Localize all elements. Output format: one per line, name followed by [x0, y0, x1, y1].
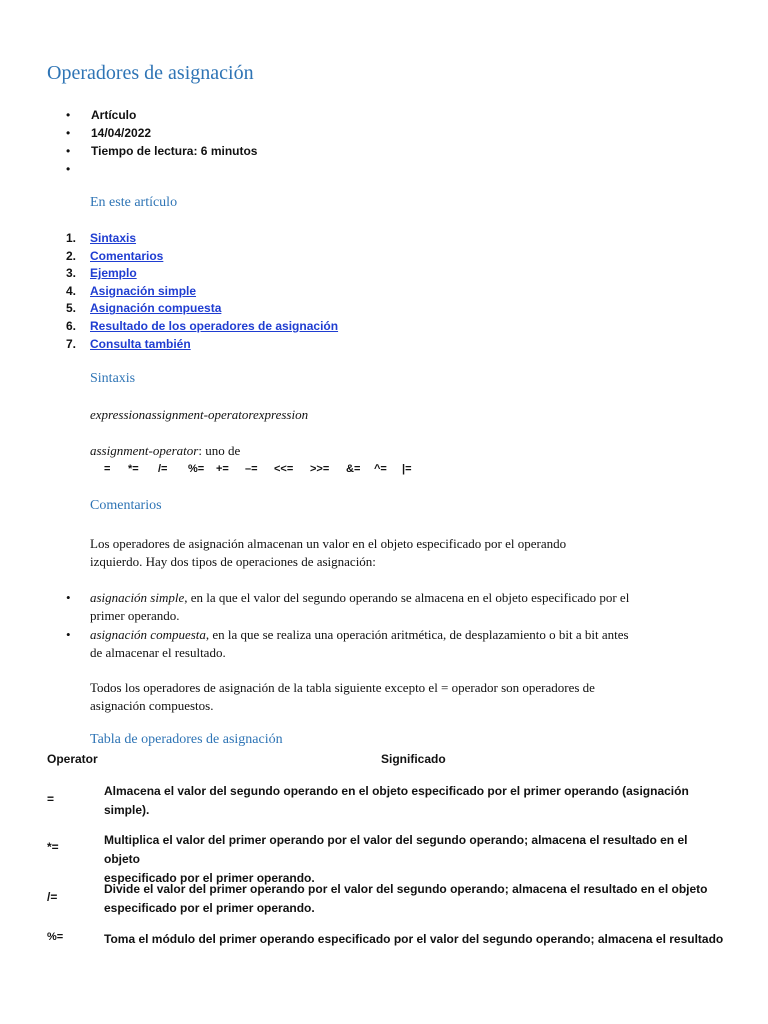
toc-number: 3.: [66, 266, 77, 281]
operator-token: +=: [216, 463, 229, 475]
comments-closing-paragraph: [90, 679, 595, 715]
table-caption: Tabla de operadores de asignación: [90, 732, 283, 747]
comments-intro-paragraph: [90, 535, 566, 571]
bullet-icon: •: [66, 590, 71, 605]
section-heading-comentarios: Comentarios: [90, 498, 162, 513]
table-cell-line: Almacena el valor del segundo operando en el objeto especificado por el primer operando (asignación: [104, 784, 689, 798]
toc-item-resultado: [66, 318, 338, 336]
operators-row: [104, 463, 422, 475]
operator-token: &=: [346, 463, 361, 475]
table-cell-line: especificado por el primer operando.: [104, 871, 315, 885]
toc-link-asignacion-compuesta[interactable]: Asignación compuesta: [90, 301, 222, 316]
table-cell-operator: =: [47, 792, 55, 806]
comments-intro-line: izquierdo. Hay dos tipos de operaciones de asignación:: [90, 554, 376, 569]
toc-number: 6.: [66, 318, 77, 333]
comments-closing-line: asignación compuestos.: [90, 698, 214, 713]
toc-item-ejemplo: [66, 265, 338, 283]
bullet-icon: •: [66, 126, 71, 140]
table-cell-meaning: [104, 930, 724, 949]
assignment-types-list: [66, 589, 726, 663]
table-cell-line: especificado por el primer operando.: [104, 901, 315, 915]
list-item-text: , en la que se realiza una operación aritmética, de desplazamiento o bit a bit antes: [205, 627, 629, 642]
article-meta-list: [66, 106, 257, 178]
table-cell-line: Toma el módulo del primer operando especificado por el valor del segundo operando; almacena el resultado: [104, 932, 724, 946]
term-simple: asignación simple: [90, 590, 185, 605]
list-item-compuesta: [66, 626, 726, 662]
operator-token: =: [104, 463, 111, 475]
meta-type-text: Artículo: [91, 108, 137, 122]
toc-number: 7.: [66, 336, 77, 351]
table-cell-operator: *=: [47, 840, 59, 854]
operator-token: /=: [158, 463, 168, 475]
operator-token: –=: [245, 463, 258, 475]
table-cell-operator: /=: [47, 890, 58, 904]
meta-date-text: 14/04/2022: [91, 126, 152, 140]
meta-item-type: [66, 106, 257, 124]
toc-item-asignacion-compuesta: [66, 300, 338, 318]
list-item-text: primer operando.: [90, 608, 180, 623]
toc-item-consulta: [66, 336, 338, 354]
bullet-icon: •: [66, 108, 71, 122]
table-cell-line: simple).: [104, 803, 150, 817]
table-cell-line: Multiplica el valor del primer operando por el valor del segundo operando; almacena el resultado en el objeto: [104, 833, 688, 866]
toc-number: 5.: [66, 301, 77, 316]
section-heading-sintaxis: Sintaxis: [90, 371, 136, 386]
assignment-operator-suffix: : uno de: [198, 443, 241, 458]
toc-heading: En este artículo: [90, 195, 178, 210]
operator-token: *=: [128, 463, 139, 475]
comments-closing-line: Todos los operadores de asignación de la tabla siguiente excepto el = operador son operadores de: [90, 680, 595, 695]
operator-token: >>=: [310, 463, 330, 475]
table-cell-meaning: [104, 880, 724, 918]
table-header-operator: Operator: [47, 752, 98, 766]
table-cell-line: Divide el valor del primer operando por el valor del segundo operando; almacena el resultado en el objeto: [104, 882, 708, 896]
toc-link-asignacion-simple[interactable]: Asignación simple: [90, 283, 197, 298]
toc-item-sintaxis: [66, 230, 338, 248]
meta-item-reading-time: [66, 142, 257, 160]
meta-item-empty: [66, 160, 257, 178]
meta-reading-time-text: Tiempo de lectura: 6 minutos: [91, 144, 258, 158]
toc-number: 1.: [66, 231, 77, 245]
operator-token: ^=: [374, 463, 387, 475]
toc-link-ejemplo[interactable]: Ejemplo: [90, 266, 137, 281]
table-cell-operator: %=: [47, 931, 64, 943]
operator-token: |=: [402, 463, 412, 475]
operator-token: %=: [188, 463, 205, 475]
toc-item-asignacion-simple: [66, 283, 338, 301]
toc-link-comentarios[interactable]: Comentarios: [90, 248, 164, 263]
bullet-icon: •: [66, 627, 71, 642]
term-compuesta: asignación compuesta: [90, 627, 206, 642]
syntax-expression: expressionassignment-operatorexpression: [90, 407, 309, 422]
list-item-text: de almacenar el resultado.: [90, 645, 226, 660]
toc-link-sintaxis[interactable]: Sintaxis: [90, 231, 137, 245]
meta-item-date: [66, 124, 257, 142]
list-item-text: , en la que el valor del segundo operando se almacena en el objeto especificado por el: [184, 590, 630, 605]
bullet-icon: •: [66, 144, 71, 158]
toc-link-consulta-tambien[interactable]: Consulta también: [90, 336, 191, 351]
table-cell-meaning: [104, 782, 724, 820]
assignment-operator-term: assignment-operator: [90, 443, 199, 458]
toc-link-resultado[interactable]: Resultado de los operadores de asignación: [90, 318, 339, 333]
assignment-operator-line: [90, 443, 240, 459]
page-title: Operadores de asignación: [47, 62, 254, 84]
comments-intro-line: Los operadores de asignación almacenan un valor en el objeto especificado por el operando: [90, 536, 567, 551]
toc-list: [66, 230, 338, 353]
toc-item-comentarios: [66, 248, 338, 266]
list-item-simple: [66, 589, 726, 625]
toc-number: 2.: [66, 248, 77, 263]
operator-token: <<=: [274, 463, 294, 475]
table-header-meaning: Significado: [381, 752, 446, 766]
bullet-icon: •: [66, 162, 71, 176]
toc-number: 4.: [66, 283, 77, 298]
